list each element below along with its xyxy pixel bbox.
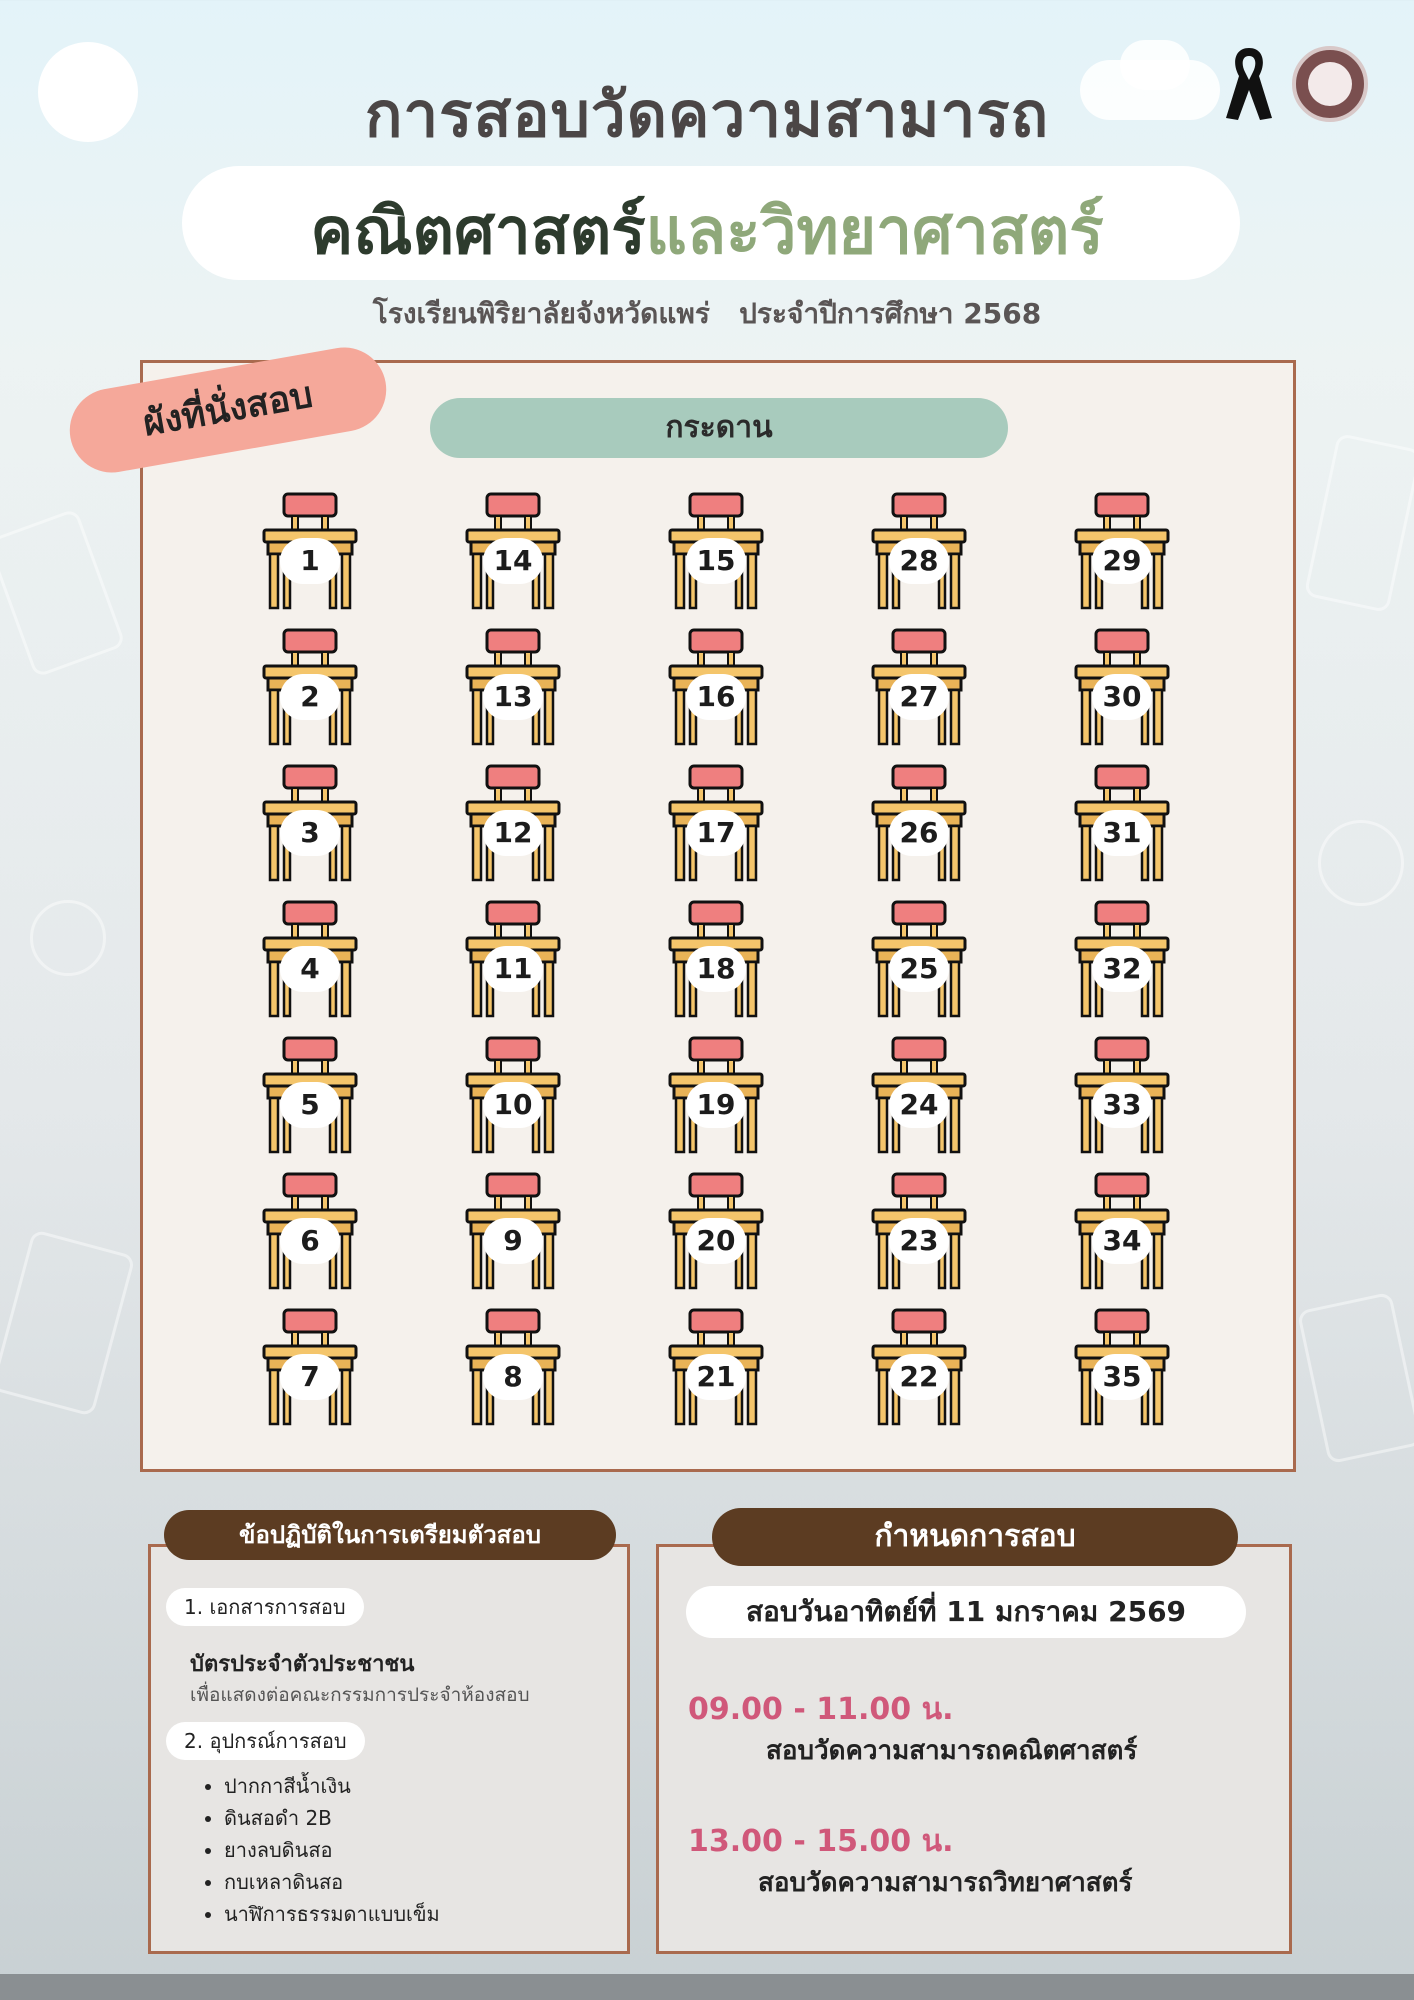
seat-number: 7 <box>280 1354 340 1400</box>
seat-number: 24 <box>889 1082 949 1128</box>
seat <box>1074 492 1170 612</box>
seat-number: 4 <box>280 946 340 992</box>
seat <box>1074 1036 1170 1156</box>
seat-number: 34 <box>1092 1218 1152 1264</box>
seat-number: 19 <box>686 1082 746 1128</box>
seat <box>668 1308 764 1428</box>
seat-number: 10 <box>483 1082 543 1128</box>
title-math: คณิตศาสตร์ <box>310 195 646 269</box>
seat <box>871 1308 967 1428</box>
seat <box>465 764 561 884</box>
seat <box>262 764 358 884</box>
seat <box>668 1036 764 1156</box>
seat <box>262 1036 358 1156</box>
seat <box>871 1036 967 1156</box>
seating-tag: ผังที่นั่งสอบ <box>140 374 316 445</box>
page-title: การสอบวัดความสามารถ <box>364 78 1050 151</box>
list-item: • นาฬิการธรรมดาแบบเข็ม <box>224 1898 440 1930</box>
bottom-strip <box>0 1974 1414 2000</box>
seat-number: 3 <box>280 810 340 856</box>
seat-number: 13 <box>483 674 543 720</box>
seat <box>465 1308 561 1428</box>
list-item: • กบเหลาดินสอ <box>224 1866 440 1898</box>
seat-number: 29 <box>1092 538 1152 584</box>
seat-number: 2 <box>280 674 340 720</box>
seat <box>1074 764 1170 884</box>
seat-number: 33 <box>1092 1082 1152 1128</box>
doc-id-card-note: เพื่อแสดงต่อคณะกรรมการประจำห้องสอบ <box>190 1684 530 1706</box>
seat <box>668 764 764 884</box>
seat-number: 9 <box>483 1218 543 1264</box>
seat <box>871 1172 967 1292</box>
seat-number: 16 <box>686 674 746 720</box>
seat-number: 6 <box>280 1218 340 1264</box>
list-item: • ปากกาสีน้ำเงิน <box>224 1770 440 1802</box>
seat-number: 8 <box>483 1354 543 1400</box>
rules-section-documents: 1. เอกสารการสอบ <box>166 1588 364 1626</box>
list-item: • ดินสอดำ 2B <box>224 1802 440 1834</box>
seat <box>1074 1172 1170 1292</box>
seat <box>871 900 967 1020</box>
board-label: กระดาน <box>430 398 1008 458</box>
seat <box>465 1036 561 1156</box>
background-doodle <box>1318 820 1404 906</box>
seat-number: 1 <box>280 538 340 584</box>
background-doodle <box>1297 1292 1414 1465</box>
doc-id-card: บัตรประจำตัวประชาชน <box>190 1652 415 1677</box>
seat-number: 25 <box>889 946 949 992</box>
seat <box>465 628 561 748</box>
seat-number: 18 <box>686 946 746 992</box>
seat <box>262 1308 358 1428</box>
seat <box>668 492 764 612</box>
seat-number: 21 <box>686 1354 746 1400</box>
seat-number: 23 <box>889 1218 949 1264</box>
seat-number: 35 <box>1092 1354 1152 1400</box>
list-item: • ยางลบดินสอ <box>224 1834 440 1866</box>
page-subtitle: โรงเรียนพิริยาลัยจังหวัดแพร่ ประจำปีการศึกษา 2568 <box>372 297 1042 330</box>
page-title-subject <box>0 180 1414 282</box>
seat <box>262 1172 358 1292</box>
seat-number: 11 <box>483 946 543 992</box>
seat-number: 32 <box>1092 946 1152 992</box>
seat <box>871 492 967 612</box>
rules-section-equipment: 2. อุปกรณ์การสอบ <box>166 1722 365 1760</box>
seat <box>871 764 967 884</box>
seat <box>1074 628 1170 748</box>
seat-number: 12 <box>483 810 543 856</box>
seat <box>871 628 967 748</box>
seat-number: 20 <box>686 1218 746 1264</box>
seat <box>668 900 764 1020</box>
background-doodle <box>0 508 126 678</box>
exam-date: สอบวันอาทิตย์ที่ 11 มกราคม 2569 <box>686 1586 1246 1638</box>
seat <box>465 492 561 612</box>
seat <box>262 628 358 748</box>
background-doodle <box>0 1229 136 1417</box>
equipment-list <box>198 1770 440 1930</box>
seat-number: 14 <box>483 538 543 584</box>
seat <box>1074 900 1170 1020</box>
seat-number: 15 <box>686 538 746 584</box>
seat <box>465 1172 561 1292</box>
session-subject-science: สอบวัดความสามารถวิทยาศาสตร์ <box>758 1868 1133 1898</box>
seat-number: 26 <box>889 810 949 856</box>
rules-heading: ข้อปฏิบัติในการเตรียมตัวสอบ <box>164 1510 616 1560</box>
seat-number: 28 <box>889 538 949 584</box>
session-subject-math: สอบวัดความสามารถคณิตศาสตร์ <box>766 1736 1138 1766</box>
seat-number: 17 <box>686 810 746 856</box>
background-doodle <box>30 900 106 976</box>
seat <box>1074 1308 1170 1428</box>
seat <box>262 900 358 1020</box>
background-doodle <box>1304 433 1414 613</box>
seat <box>465 900 561 1020</box>
seat <box>668 628 764 748</box>
schedule-heading: กำหนดการสอบ <box>712 1508 1238 1566</box>
seat-number: 30 <box>1092 674 1152 720</box>
seat <box>668 1172 764 1292</box>
seat-number: 5 <box>280 1082 340 1128</box>
title-science: และวิทยาศาสตร์ <box>645 195 1104 269</box>
seat <box>262 492 358 612</box>
seat-number: 27 <box>889 674 949 720</box>
seat-number: 22 <box>889 1354 949 1400</box>
seat-number: 31 <box>1092 810 1152 856</box>
session-time-science: 13.00 - 15.00 น. <box>688 1824 954 1859</box>
session-time-math: 09.00 - 11.00 น. <box>688 1692 954 1727</box>
